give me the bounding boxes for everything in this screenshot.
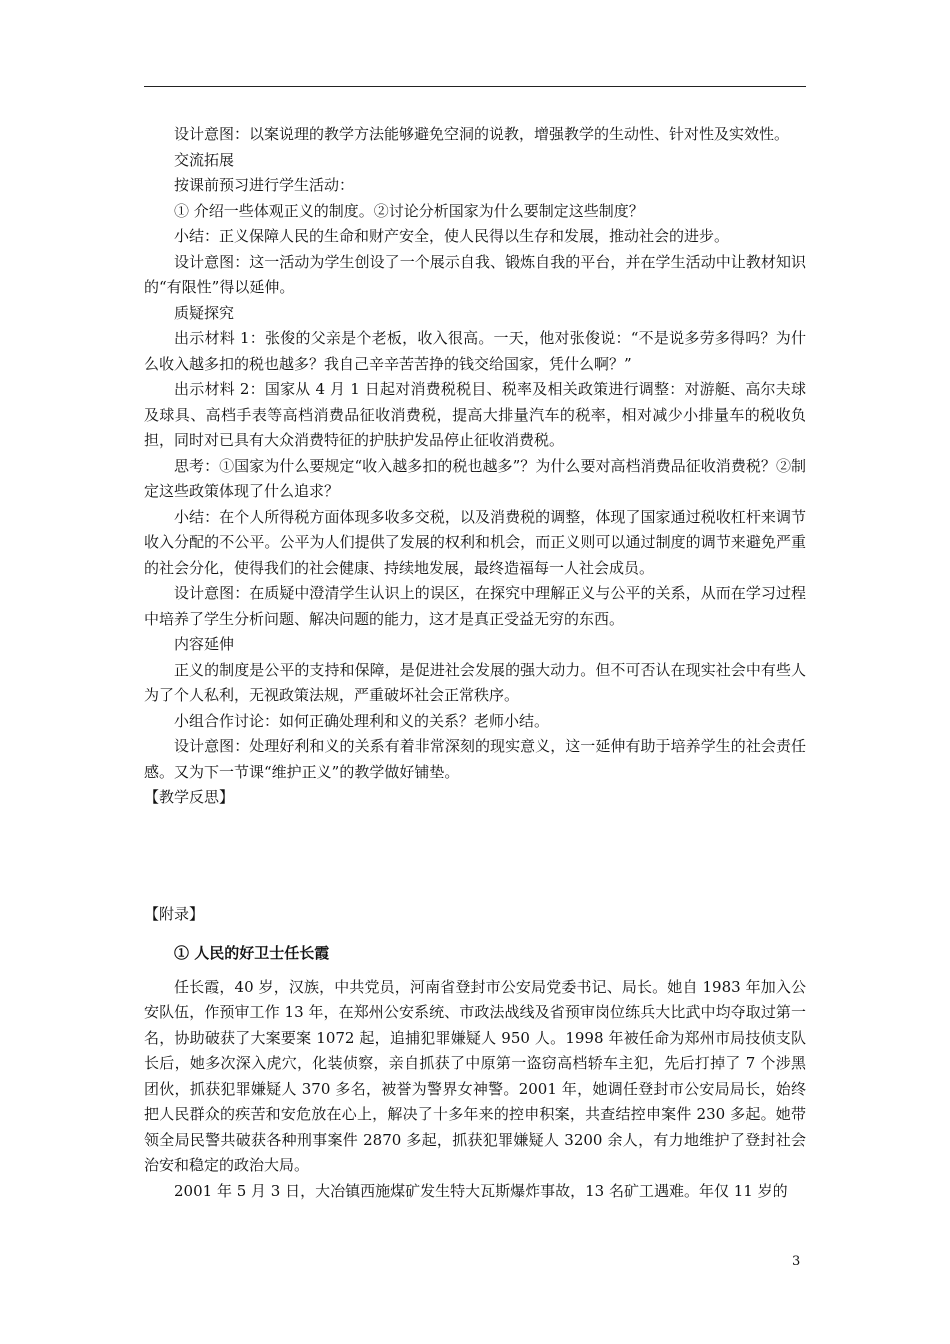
- paragraph: 设计意图：处理好利和义的关系有着非常深刻的现实意义，这一延伸有助于培养学生的社会责任感。又为下一节课“维护正义”的教学做好铺垫。: [144, 737, 806, 781]
- paragraph: 正义的制度是公平的支持和保障，是促进社会发展的强大动力。但不可否认在现实社会中有些人为了个人私利，无视政策法规，严重破坏社会正常秩序。: [144, 660, 806, 704]
- paragraph: 按课前预习进行学生活动：: [174, 176, 355, 194]
- section-heading: 质疑探究: [174, 303, 235, 322]
- paragraph: 出示材料 1：张俊的父亲是个老板，收入很高。一天，他对张俊说：“不是说多劳多得吗？为什么收入越多扣的税也越多？我自己辛辛苦苦挣的钱交给国家，凭什么啊？”: [144, 329, 806, 373]
- paragraph: 小结：正义保障人民的生命和财产安全，使人民得以生存和发展，推动社会的进步。: [174, 227, 730, 245]
- appendix-heading: 【附录】: [144, 904, 205, 923]
- appendix-paragraph: 2001 年 5 月 3 日，大冶镇西施煤矿发生特大瓦斯爆炸事故，13 名矿工遇难。年仅 11 岁的: [174, 1181, 788, 1200]
- header-rule: [144, 86, 806, 87]
- section-heading: 交流拓展: [174, 150, 235, 169]
- paragraph: 设计意图：以案说理的教学方法能够避免空洞的说教，增强教学的生动性、针对性及实效性。: [174, 125, 790, 143]
- paragraph: ① 介绍一些体观正义的制度。②讨论分析国家为什么要制定这些制度？: [174, 201, 644, 220]
- appendix-body: [144, 975, 806, 1205]
- paragraph: 设计意图：在质疑中澄清学生认识上的误区，在探究中理解正义与公平的关系，从而在学习过程中培养了学生分析问题、解决问题的能力，这才是真正受益无穷的东西。: [144, 584, 806, 628]
- paragraph: 思考：①国家为什么要规定“收入越多扣的税也越多”？为什么要对高档消费品征收消费税？②制定这些政策体现了什么追求？: [144, 456, 806, 500]
- paragraph: 小结：在个人所得税方面体现多收多交税，以及消费税的调整，体现了国家通过税收杠杆来调节收入分配的不公平。公平为人们提供了发展的权利和机会，而正义则可以通过制度的调节来避免严重的社会分化，使得我们的社会健康、持续地发展，最终造福每一人社会成员。: [144, 507, 806, 577]
- appendix-title: ① 人民的好卫士任长霞: [174, 944, 330, 962]
- reflection-heading: 【教学反思】: [144, 788, 235, 806]
- paragraph: 出示材料 2：国家从 4 月 1 日起对消费税税目、税率及相关政策进行调整：对游艇、高尔夫球及球具、高档手表等高档消费品征收消费税，提高大排量汽车的税率，相对减少小排量车的税收负担，同时对已具有大众消费特征的护肤护发品停止征收消费税。: [144, 380, 806, 449]
- section-heading: 内容延伸: [174, 635, 235, 653]
- page-body: [144, 122, 806, 1204]
- appendix-paragraph: 任长霞，40 岁，汉族，中共党员，河南省登封市公安局党委书记、局长。她自 1983 年加入公安队伍，作预审工作 13 年，在郑州公安系统、市政法战线及省预审岗位练兵大比武中均夺取过第一名，协助破获了大案要案 1072 起，追捕犯罪嫌疑人 950 人。1998 年被任命为郑州市局技侦支队长后，她多次深入虎穴，化装侦察，亲自抓获了中原第一盗窃高档轿车主犯，先后打掉了 7 个涉黑团伙，抓获犯罪嫌疑人 370 多名，被誉为警界女神警。2001 年，她调任登封市公安局局长，始终把人民群众的疾苦和安危放在心上，解决了十多年来的控申积案，共查结控申案件 230 多起。她带领全局民警共破获各种刑事案件 2870 多起，抓获犯罪嫌疑人 3200 余人，有力地维护了登封社会治安和稳定的政治大局。: [144, 977, 806, 1174]
- paragraph: 小组合作讨论：如何正确处理利和义的关系？老师小结。: [174, 711, 550, 730]
- page-number: 3: [792, 1254, 801, 1269]
- paragraph: 设计意图：这一活动为学生创设了一个展示自我、锻炼自我的平台，并在学生活动中让教材知识的“有限性”得以延伸。: [144, 252, 806, 296]
